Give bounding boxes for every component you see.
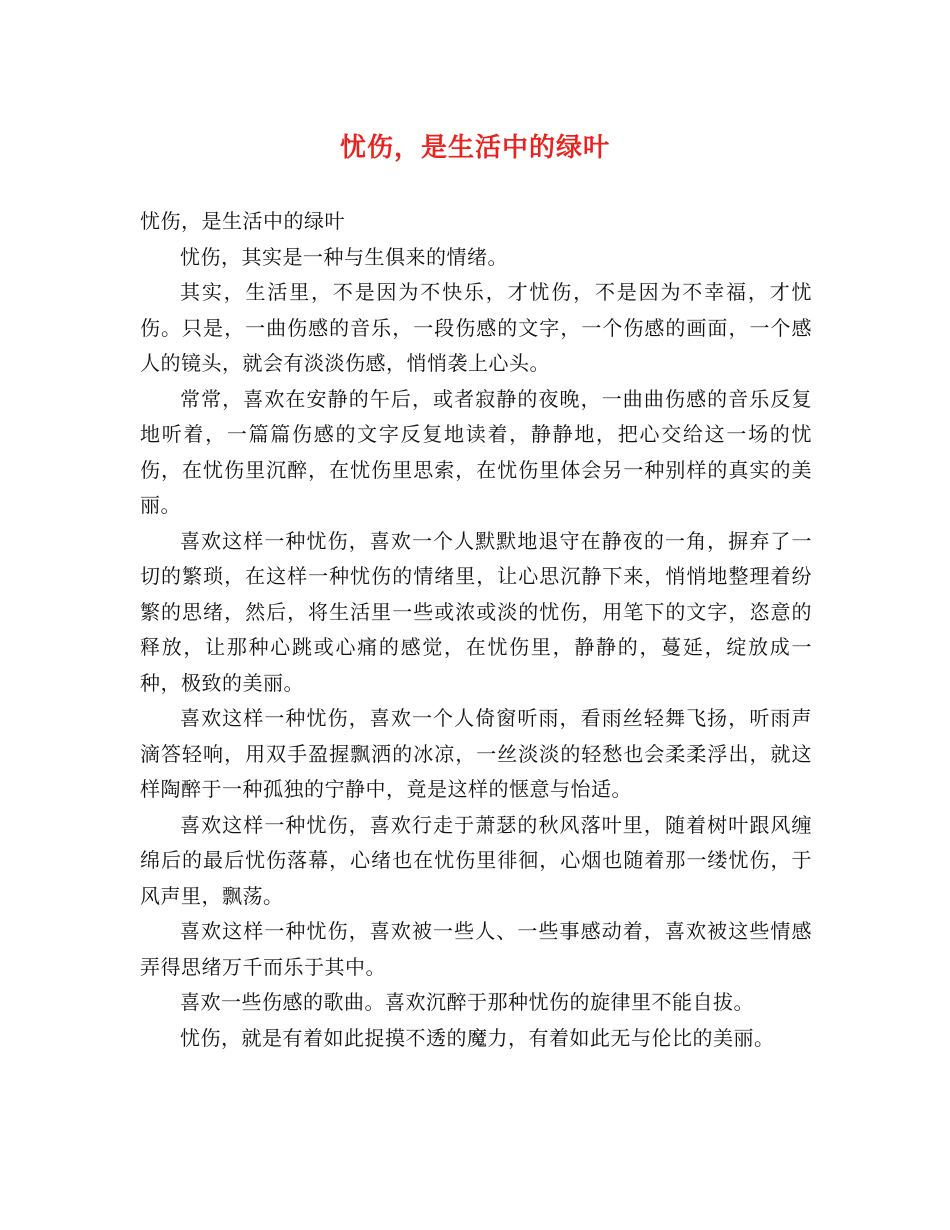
body-paragraph: 喜欢这样一种忧伤，喜欢行走于萧瑟的秋风落叶里，随着树叶跟风缠绵后的最后忧伤落幕，心绪也在忧伤里徘徊，心烟也随着那一缕忧伤，于风声里，飘荡。 (140, 812, 812, 908)
body-paragraph: 喜欢这样一种忧伤，喜欢一个人倚窗听雨，看雨丝轻舞飞扬，听雨声滴答轻响，用双手盈握飘洒的冰凉，一丝淡淡的轻愁也会柔柔浮出，就这样陶醉于一种孤独的宁静中，竟是这样的惬意与怡适。 (140, 706, 812, 801)
body-paragraph: 喜欢一些伤感的歌曲。喜欢沉醉于那种忧伤的旋律里不能自拔。 (180, 990, 754, 1014)
body-paragraph: 喜欢这样一种忧伤，喜欢被一些人、一些事感动着，喜欢被这些情感弄得思绪万千而乐于其中。 (140, 919, 812, 979)
document-title: 忧伤，是生活中的绿叶 (339, 133, 610, 163)
body-paragraph: 忧伤，其实是一种与生俱来的情绪。 (180, 244, 508, 269)
body-paragraph: 常常，喜欢在安静的午后，或者寂静的夜晚，一曲曲伤感的音乐反复地听着，一篇篇伤感的文字反复地读着，静静地，把心交给这一场的忧伤，在忧伤里沉醉，在忧伤里思索，在忧伤里体会另一种别样的真实的美丽。 (140, 386, 812, 517)
document-body (140, 204, 812, 1056)
body-paragraph: 其实，生活里，不是因为不快乐，才忧伤，不是因为不幸福，才忧伤。只是，一曲伤感的音乐，一段伤感的文字，一个伤感的画面，一个感人的镜头，就会有淡淡伤感，悄悄袭上心头。 (140, 280, 812, 375)
body-heading-line: 忧伤，是生活中的绿叶 (140, 209, 345, 233)
body-paragraph: 忧伤，就是有着如此捉摸不透的魔力，有着如此无与伦比的美丽。 (180, 1025, 775, 1050)
body-paragraph: 喜欢这样一种忧伤，喜欢一个人默默地退守在静夜的一角，摒弃了一切的繁琐，在这样一种忧伤的情绪里，让心思沉静下来，悄悄地整理着纷繁的思绪，然后，将生活里一些或浓或淡的忧伤，用笔下的文字，恣意的释放，让那种心跳或心痛的感觉，在忧伤里，静静的，蔓延，绽放成一种，极致的美丽。 (140, 528, 812, 695)
